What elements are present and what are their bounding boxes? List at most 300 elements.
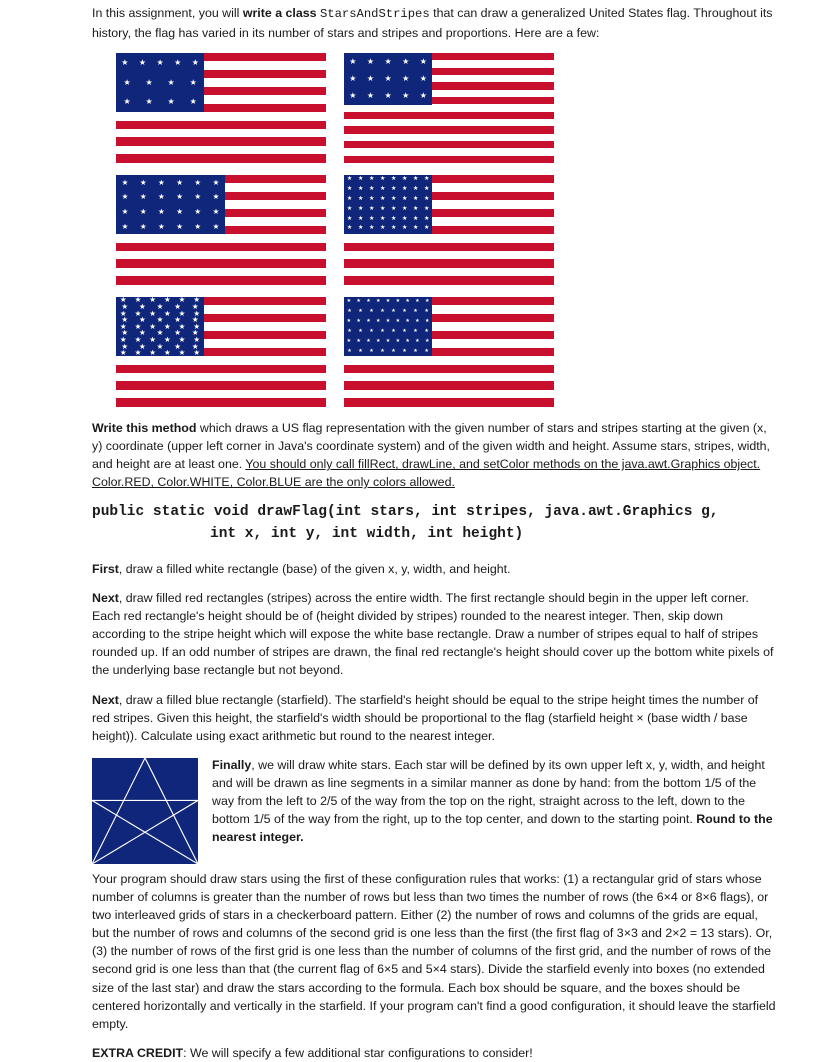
step-finally-lead: Finally: [212, 757, 252, 772]
star-icon: ★: [121, 341, 129, 351]
star-icon: ★: [366, 73, 375, 83]
star-icon: ★: [379, 225, 386, 232]
star-icon: ★: [191, 315, 199, 325]
star-icon: ★: [419, 73, 427, 83]
star-icon: ★: [402, 185, 408, 192]
star-icon: ★: [349, 56, 357, 66]
stripe: [344, 259, 554, 267]
stripe: [344, 390, 554, 398]
star-icon: ★: [413, 205, 419, 212]
star-icon: ★: [194, 207, 202, 217]
flag-examples-grid: [116, 53, 778, 407]
star-icon: ★: [405, 337, 410, 344]
star-icon: ★: [375, 318, 381, 325]
star-icon: ★: [121, 301, 129, 311]
star-icon: ★: [163, 308, 171, 318]
star-icon: ★: [357, 185, 364, 192]
star-icon: ★: [194, 177, 202, 187]
starfield-row: [344, 175, 432, 185]
star-icon: ★: [178, 296, 186, 305]
stripe: [344, 365, 554, 373]
configuration-paragraph: Your program should draw stars using the first of these configuration rules that works: (1) a rectangular grid of stars whose number of columns is greater than the number of rows but less than two times the number of rows (the 6×4 or 8×6 flags), or two interleaved grids of stars in a checkerboard pattern. Either (2) the number of rows and columns of the grids are equal, but the number of rows and columns of the second grid is one less than the first (the first flag of 3×3 and 2×2 = 13 stars). Or, (3) the number of rows of the first grid is one less than the number of columns of the first grid, and the number of rows of the second grid is one less than that (the current flag of 6×5 and 5×4 stars). Divide the starfield evenly into boxes (no extended size of the last star) and draw the stars according to the formula. Each box should be square, and the boxes should be centered horizontally and vertically in the starfield. If your program can't find a good configuration, it should leave the starfield empty.: [92, 871, 776, 1031]
starfield-row: [344, 214, 432, 224]
star-icon: ★: [349, 73, 357, 83]
star-icon: ★: [212, 192, 220, 202]
star-icon: ★: [212, 222, 220, 232]
star-icon: ★: [212, 207, 220, 217]
star-icon: ★: [384, 56, 392, 66]
flag-starfield: [116, 53, 204, 112]
stripe: [116, 373, 326, 381]
starfield-row: [344, 70, 432, 87]
extra-credit-paragraph: [92, 1044, 778, 1062]
starfield-row: [116, 205, 225, 220]
star-icon: ★: [424, 225, 430, 232]
star-icon: ★: [415, 337, 420, 344]
step-starfield: [92, 691, 778, 745]
star-icon: ★: [402, 56, 410, 66]
stripe: [344, 356, 554, 364]
starfield-row: [344, 297, 432, 307]
star-icon: ★: [176, 207, 184, 217]
star-icon: ★: [424, 195, 430, 202]
class-name-mono: StarsAndStripes: [319, 7, 430, 21]
star-icon: ★: [138, 57, 147, 67]
star-icon: ★: [384, 90, 392, 100]
stripe: [116, 390, 326, 398]
star-icon: ★: [385, 318, 391, 325]
star-icon: ★: [191, 57, 199, 67]
starfield-row: [344, 307, 432, 317]
method-intro-text: which draws a US flag representation with the given number of stars and stripes starting at the given (x, y) coordinate (upper left corner in Java's coordinate system) and of the given width and height. Assume stars, stripes, width, and height are at least one.: [92, 420, 770, 472]
star-icon: ★: [191, 328, 199, 338]
flag-starfield: [116, 297, 204, 356]
star-icon: ★: [379, 175, 386, 182]
star-icon: ★: [174, 301, 182, 311]
star-icon: ★: [402, 90, 410, 100]
star-icon: ★: [119, 296, 127, 305]
starfield-row: [344, 336, 432, 346]
star-icon: ★: [424, 175, 430, 182]
stripe: [116, 112, 326, 120]
star-icon: ★: [149, 308, 157, 318]
star-icon: ★: [368, 215, 375, 222]
star-icon: ★: [158, 192, 165, 202]
star-figure-block: [92, 756, 778, 870]
star-icon: ★: [390, 175, 397, 182]
star-icon: ★: [366, 318, 371, 325]
star-icon: ★: [379, 215, 386, 222]
stripe: [344, 134, 554, 141]
star-icon: ★: [189, 97, 197, 107]
star-icon: ★: [369, 327, 374, 334]
star-icon: ★: [119, 308, 127, 318]
star-icon: ★: [357, 195, 364, 202]
star-icon: ★: [158, 222, 165, 232]
star-icon: ★: [390, 195, 397, 202]
star-icon: ★: [375, 337, 381, 344]
star-construction-diagram: [92, 758, 198, 864]
extra-credit-lead: EXTRA CREDIT: [92, 1045, 184, 1060]
star-icon: ★: [346, 205, 353, 212]
star-icon: ★: [176, 192, 184, 202]
star-icon: ★: [174, 57, 182, 67]
step-starfield-body: , draw a filled blue rectangle (starfield). The starfield's height should be equal to the stripe height times the number of red stripes. Given this height, the starfield's width should be proportional to the flag (starfield height × (base width / base height)). Calculate using exact arithmetic but round to the nearest integer.: [92, 692, 759, 743]
star-icon: ★: [413, 195, 419, 202]
star-icon: ★: [134, 296, 142, 305]
star-icon: ★: [156, 341, 164, 351]
starfield-row: [116, 330, 204, 337]
starfield-row: [116, 350, 204, 357]
starfield-row: [344, 185, 432, 195]
star-icon: ★: [145, 77, 153, 87]
star-icon: ★: [357, 225, 364, 232]
flag-many-stars: [344, 297, 554, 407]
star-icon: ★: [366, 298, 371, 305]
star-icon: ★: [134, 334, 142, 344]
star-icon: ★: [119, 334, 127, 344]
star-icon: ★: [357, 215, 364, 222]
method-intro-lead: Write this method: [92, 420, 197, 435]
starfield-row: [116, 175, 225, 190]
star-icon: ★: [346, 298, 352, 305]
star-icon: ★: [391, 347, 396, 354]
star-icon: ★: [368, 205, 375, 212]
star-icon: ★: [385, 298, 391, 305]
star-icon: ★: [390, 215, 397, 222]
star-icon: ★: [413, 215, 419, 222]
star-icon: ★: [149, 321, 157, 331]
star-icon: ★: [380, 327, 385, 334]
starfield-row: [344, 87, 432, 104]
star-icon: ★: [156, 57, 164, 67]
star-icon: ★: [134, 348, 142, 357]
star-icon: ★: [368, 185, 375, 192]
starfield-row: [344, 205, 432, 215]
starfield-row: [344, 195, 432, 205]
star-icon: ★: [368, 225, 375, 232]
starfield-row: [116, 190, 225, 205]
stripe: [344, 112, 554, 119]
star-icon: ★: [391, 308, 396, 315]
starfield-row: [116, 219, 225, 234]
star-icon: ★: [121, 57, 129, 67]
star-icon: ★: [134, 308, 142, 318]
step-starfield-lead: Next: [92, 692, 119, 707]
step-stripes-body: , draw filled red rectangles (stripes) across the entire width. The first rectangle should begin in the upper left corner. Each red rectangle's height should be of (height divided by stripes) rounded to the nearest integer. Then, skip down according to the stripe height which will expose the white base rectangle. Draw a number of stripes equal to half of stripes rounded up. If an odd number of stripes are drawn, the final red rectangle's height should cover up the bottom white pixels of the underlying base rectangle but not beyond.: [92, 590, 774, 678]
stripe: [344, 398, 554, 406]
star-icon: ★: [193, 321, 201, 331]
star-icon: ★: [402, 308, 407, 315]
star-icon: ★: [402, 215, 408, 222]
star-icon: ★: [402, 327, 407, 334]
star-icon: ★: [402, 225, 408, 232]
extra-credit-body: : We will specify a few additional star configurations to consider!: [183, 1045, 533, 1060]
star-icon: ★: [395, 337, 401, 344]
stripe: [344, 126, 554, 133]
star-icon: ★: [121, 192, 129, 202]
star-icon: ★: [139, 315, 146, 325]
star-icon: ★: [356, 318, 361, 325]
star-icon: ★: [176, 222, 184, 232]
starfield-row: [344, 317, 432, 327]
star-icon: ★: [346, 175, 353, 182]
step-finally-body: , we will draw white stars. Each star will be defined by its own upper left x, y, width, and height and will be drawn as line segments in a similar manner as done by hand: from the bottom 1/5 of the way from the left to 2/5 of the way from the top on the right, straight across to the left, down to the bottom 1/5 of the way from the right, up to the top center, and down to the starting point.: [212, 757, 765, 827]
star-icon: ★: [156, 328, 164, 338]
star-icon: ★: [402, 205, 408, 212]
star-icon: ★: [145, 97, 153, 107]
step-first: [92, 560, 778, 578]
star-icon: ★: [163, 296, 171, 305]
star-icon: ★: [390, 185, 397, 192]
star-icon: ★: [369, 308, 374, 315]
star-icon: ★: [194, 192, 202, 202]
star-icon: ★: [121, 177, 129, 187]
star-icon: ★: [149, 348, 157, 357]
star-icon: ★: [405, 298, 410, 305]
star-icon: ★: [149, 296, 157, 305]
star-icon: ★: [119, 321, 127, 331]
star-icon: ★: [156, 315, 164, 325]
star-icon: ★: [178, 348, 186, 357]
star-icon: ★: [424, 185, 430, 192]
star-icon: ★: [415, 318, 420, 325]
star-icon: ★: [424, 298, 430, 305]
intro-text-2: that can draw a generalized United States flag. Throughout its history, the flag has varied in its number of stars and stripes and proportions. Here are a few:: [92, 6, 773, 40]
star-icon: ★: [368, 175, 375, 182]
star-icon: ★: [139, 222, 147, 232]
stripe: [116, 234, 326, 242]
stripe: [344, 141, 554, 148]
method-signature-line1: public static void drawFlag(int stars, int stripes, java.awt.Graphics g,: [92, 504, 719, 521]
star-icon: ★: [366, 337, 371, 344]
star-icon: ★: [424, 318, 430, 325]
flag-15-stars: [344, 53, 554, 163]
star-icon: ★: [139, 177, 147, 187]
star-icon: ★: [134, 321, 142, 331]
star-icon: ★: [366, 56, 375, 66]
star-diagram-svg: [92, 758, 198, 864]
stripe: [344, 148, 554, 155]
star-icon: ★: [163, 348, 171, 357]
star-icon: ★: [121, 207, 129, 217]
stripe: [116, 121, 326, 129]
star-icon: ★: [415, 298, 420, 305]
star-icon: ★: [349, 90, 357, 100]
stripe: [344, 381, 554, 389]
stripe: [116, 365, 326, 373]
star-icon: ★: [193, 348, 201, 357]
starfield-row: [344, 327, 432, 337]
star-icon: ★: [390, 225, 397, 232]
star-icon: ★: [395, 298, 401, 305]
stripe: [344, 119, 554, 126]
star-icon: ★: [413, 327, 418, 334]
star-icon: ★: [413, 308, 418, 315]
stripe: [344, 251, 554, 259]
star-icon: ★: [158, 207, 165, 217]
star-icon: ★: [366, 90, 375, 100]
stripe: [344, 276, 554, 284]
star-icon: ★: [189, 77, 197, 87]
star-icon: ★: [419, 90, 427, 100]
flag-starfield: [344, 175, 432, 234]
starfield-row: [116, 73, 204, 93]
intro-text-1: In this assignment, you will: [92, 6, 243, 20]
stripe: [116, 146, 326, 154]
star-icon: ★: [380, 308, 385, 315]
star-icon: ★: [194, 222, 202, 232]
stripe: [116, 268, 326, 276]
star-icon: ★: [380, 347, 385, 354]
star-icon: ★: [167, 97, 175, 107]
star-icon: ★: [358, 308, 363, 315]
star-icon: ★: [123, 97, 131, 107]
star-icon: ★: [176, 177, 184, 187]
star-icon: ★: [149, 334, 157, 344]
star-icon: ★: [346, 337, 352, 344]
flag-starfield: [116, 175, 225, 234]
star-icon: ★: [424, 347, 429, 354]
star-icon: ★: [357, 205, 364, 212]
stripe: [116, 129, 326, 137]
method-signature: [92, 502, 778, 546]
star-icon: ★: [156, 301, 164, 311]
stripe: [344, 373, 554, 381]
star-icon: ★: [384, 73, 392, 83]
star-icon: ★: [357, 175, 364, 182]
star-icon: ★: [413, 175, 419, 182]
star-icon: ★: [121, 222, 129, 232]
star-icon: ★: [174, 328, 182, 338]
star-icon: ★: [358, 347, 363, 354]
star-icon: ★: [347, 347, 352, 354]
starfield-row: [116, 92, 204, 112]
star-icon: ★: [158, 177, 165, 187]
starfield-row: [344, 53, 432, 70]
star-icon: ★: [347, 308, 352, 315]
stripe: [344, 104, 554, 111]
star-icon: ★: [385, 337, 391, 344]
stripe: [116, 137, 326, 145]
stripe: [116, 356, 326, 364]
star-icon: ★: [163, 334, 171, 344]
starfield-row: [116, 301, 204, 311]
stripe: [344, 234, 554, 242]
star-icon: ★: [402, 347, 407, 354]
starfield-row: [116, 53, 204, 73]
step-first-lead: First: [92, 561, 119, 576]
star-icon: ★: [193, 308, 201, 318]
star-icon: ★: [424, 327, 429, 334]
starfield-row: [116, 343, 204, 350]
star-icon: ★: [174, 341, 182, 351]
stripe: [116, 243, 326, 251]
star-icon: ★: [139, 192, 147, 202]
star-icon: ★: [413, 347, 418, 354]
intro-bold: write a class: [242, 6, 320, 20]
method-signature-line2: int x, int y, int width, int height): [210, 526, 524, 543]
star-icon: ★: [191, 341, 199, 351]
star-icon: ★: [346, 215, 353, 222]
intro-paragraph: [92, 4, 778, 42]
star-icon: ★: [390, 205, 397, 212]
starfield-row: [344, 346, 432, 356]
star-icon: ★: [356, 298, 361, 305]
star-icon: ★: [139, 328, 146, 338]
star-icon: ★: [212, 177, 220, 187]
star-icon: ★: [346, 225, 353, 232]
step-stripes: [92, 589, 778, 680]
star-icon: ★: [163, 321, 171, 331]
stripe: [116, 154, 326, 162]
star-icon: ★: [356, 337, 361, 344]
star-icon: ★: [174, 315, 182, 325]
star-icon: ★: [139, 301, 146, 311]
stripe: [116, 251, 326, 259]
star-icon: ★: [139, 207, 147, 217]
star-icon: ★: [424, 308, 429, 315]
star-icon: ★: [379, 185, 386, 192]
star-icon: ★: [121, 328, 129, 338]
star-icon: ★: [402, 73, 410, 83]
stripe: [344, 243, 554, 251]
star-icon: ★: [424, 205, 430, 212]
stripe: [344, 156, 554, 163]
star-icon: ★: [167, 77, 175, 87]
star-icon: ★: [391, 327, 396, 334]
star-icon: ★: [368, 195, 375, 202]
starfield-row: [116, 317, 204, 324]
star-icon: ★: [424, 215, 430, 222]
star-icon: ★: [119, 348, 127, 357]
star-icon: ★: [193, 296, 201, 305]
star-icon: ★: [419, 56, 427, 66]
stripe: [344, 268, 554, 276]
star-icon: ★: [347, 327, 352, 334]
star-icon: ★: [375, 298, 381, 305]
step-stripes-lead: Next: [92, 590, 119, 605]
stripe: [116, 398, 326, 406]
star-icon: ★: [139, 341, 146, 351]
star-icon: ★: [178, 321, 186, 331]
flag-starfield: [344, 297, 432, 356]
star-icon: ★: [346, 318, 352, 325]
star-icon: ★: [402, 195, 408, 202]
step-first-body: , draw a filled white rectangle (base) of the given x, y, width, and height.: [118, 561, 511, 576]
star-icon: ★: [379, 205, 386, 212]
flag-50-stars: [116, 297, 326, 407]
method-intro-underlined: You should only call fillRect, drawLine, and setColor methods on the java.awt.Graphics object. Color.RED, Color.WHITE, Color.BLUE are the only colors allowed.: [92, 457, 761, 490]
star-icon: ★: [346, 195, 353, 202]
star-icon: ★: [405, 318, 410, 325]
stripe: [116, 381, 326, 389]
star-icon: ★: [424, 337, 430, 344]
flag-24-stars: [116, 175, 326, 285]
star-icon: ★: [395, 318, 401, 325]
star-icon: ★: [178, 334, 186, 344]
star-icon: ★: [121, 315, 129, 325]
star-icon: ★: [413, 225, 419, 232]
star-icon: ★: [193, 334, 201, 344]
star-icon: ★: [369, 347, 374, 354]
stripe: [116, 276, 326, 284]
star-icon: ★: [379, 195, 386, 202]
step-finally-tail: Round to the nearest integer.: [212, 812, 773, 845]
method-intro-paragraph: [92, 419, 778, 491]
star-icon: ★: [123, 77, 131, 87]
star-icon: ★: [178, 308, 186, 318]
